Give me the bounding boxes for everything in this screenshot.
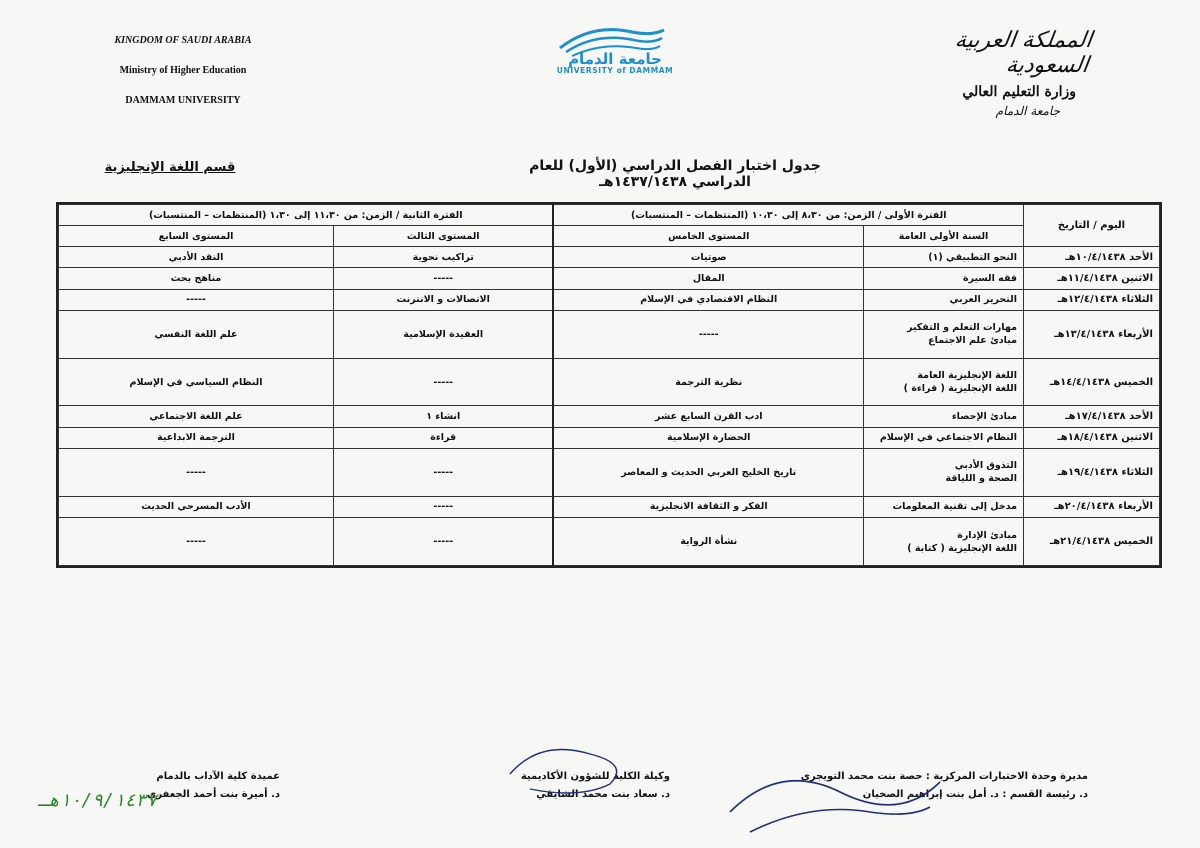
en-university: DAMMAM UNIVERSITY [125,95,241,106]
seventh-level-cell: ----- [59,518,334,566]
seventh-level-cell: علم اللغة الاجتماعي [59,406,334,427]
col-general-header: السنة الأولى العامة [864,226,1024,247]
fifth-level-cell: ----- [553,310,863,358]
third-level-cell: العقيدة الإسلامية [333,310,553,358]
table-row [59,247,1160,268]
period-1-header: الفترة الأولى / الزمن: من ٨،٣٠ إلى ١٠،٣٠ (المنتظمات – المنتسبات) [553,205,1023,226]
seventh-level-cell: مناهج بحث [59,268,334,289]
department-name: قسم اللغة الإنجليزية [104,160,236,175]
day-date-cell: الخميس ٢١/٤/١٤٣٨هـ [1024,518,1160,566]
fifth-level-cell: تاريخ الخليج العربي الحديث و المعاصر [553,449,863,497]
table-row [59,268,1160,289]
arabic-letterhead [920,28,1094,118]
seventh-level-cell: علم اللغة النفسي [59,310,334,358]
general-year-cell: مبادئ الإدارة اللغة الإنجليزية ( كتابة ) [864,518,1024,566]
handwritten-date: ١٠/٩/١٤٣٧هـ [38,790,158,811]
general-year-cell: النظام الاجتماعي في الإسلام [864,427,1024,448]
col-third-header: المستوى الثالث [333,226,553,247]
vice-dean-title: وكيلة الكلية للشؤون الأكاديمية [520,771,670,782]
table-row [59,496,1160,517]
ar-country: المملكة العربية السعودية [953,28,1094,78]
third-level-cell: الاتصالات و الانترنت [333,289,553,310]
day-date-cell: الأربعاء ٢٠/٤/١٤٣٨هـ [1024,496,1160,517]
seventh-level-cell: الترجمة الابداعية [59,427,334,448]
table-row [59,310,1160,358]
department-head: د. رئيسة القسم : د. أمل بنت إبراهيم الصخيان [862,789,1088,800]
en-ministry: Ministry of Higher Education [119,65,247,76]
third-level-cell: قراءة [333,427,553,448]
fifth-level-cell: المقال [553,268,863,289]
day-date-cell: الأحد ١٧/٤/١٤٣٨هـ [1024,406,1160,427]
english-letterhead [88,34,278,124]
fifth-level-cell: ادب القرن السابع عشر [553,406,863,427]
third-level-cell: انشاء ١ [333,406,553,427]
general-year-cell: مبادئ الإحصاء [864,406,1024,427]
period-2-header: الفترة الثانية / الزمن: من ١١،٣٠ إلى ١،٣٠ (المنتظمات – المنتسبات) [59,205,554,226]
ar-ministry: وزارة التعليم العالي [962,84,1076,100]
fifth-level-cell: الفكر و الثقافة الانجليزية [553,496,863,517]
ar-university: جامعة الدمام [995,104,1060,118]
third-level-cell: ----- [333,268,553,289]
third-level-cell: تراكيب نحوية [333,247,553,268]
fifth-level-cell: نظرية الترجمة [553,358,863,406]
table-row [59,358,1160,406]
third-level-cell: ----- [333,449,553,497]
fifth-level-cell: صوتيات [553,247,863,268]
table-row [59,406,1160,427]
dean-title: عميدة كلية الآداب بالدمام [156,771,280,782]
document-title: جدول اختبار الفصل الدراسي (الأول) للعام الدراسي ١٤٣٧/١٤٣٨هـ [529,158,821,190]
signature-scribble-icon [500,734,640,804]
table-row [59,518,1160,566]
day-date-cell: الاثنين ١١/٤/١٤٣٨هـ [1024,268,1160,289]
general-year-cell: فقه السيرة [864,268,1024,289]
day-date-cell: الاثنين ١٨/٤/١٤٣٨هـ [1024,427,1160,448]
logo-english-text: UNIVERSITY of DAMMAM [556,66,674,75]
vice-dean-name: د. سعاد بنت محمد الشايقي [536,789,670,800]
general-year-cell: اللغة الإنجليزية العامة اللغة الإنجليزية ( قراءة ) [864,358,1024,406]
seventh-level-cell: النظام السياسي في الإسلام [59,358,334,406]
third-level-cell: ----- [333,358,553,406]
general-year-cell: مهارات التعلم و التفكير مبادئ علم الاجتماع [864,310,1024,358]
general-year-cell: النحو التطبيقي (١) [864,247,1024,268]
en-country: KINGDOM OF SAUDI ARABIA [114,35,252,46]
exams-unit-director: مديرة وحدة الاختبارات المركزية : حصة بنت محمد التويجري [800,771,1088,782]
table-row [59,427,1160,448]
fifth-level-cell: الحضارة الإسلامية [553,427,863,448]
logo-arabic-text: جامعة الدمام [568,50,662,68]
third-level-cell: ----- [333,496,553,517]
day-date-cell: الثلاثاء ١٢/٤/١٤٣٨هـ [1024,289,1160,310]
day-date-cell: الخميس ١٤/٤/١٤٣٨هـ [1024,358,1160,406]
general-year-cell: التحرير العربي [864,289,1024,310]
seventh-level-cell: النقد الأدبي [59,247,334,268]
day-date-cell: الأحد ١٠/٤/١٤٣٨هـ [1024,247,1160,268]
col-fifth-header: المستوى الخامس [553,226,863,247]
fifth-level-cell: نشأة الرواية [553,518,863,566]
fifth-level-cell: النظام الاقتصادي في الإسلام [553,289,863,310]
general-year-cell: مدخل إلى تقنية المعلومات [864,496,1024,517]
seventh-level-cell: ----- [59,449,334,497]
table-row [59,449,1160,497]
third-level-cell: ----- [333,518,553,566]
signature-scribble-icon [720,752,950,842]
dean-name: د. أميرة بنت أحمد الجعفري [147,789,280,800]
seventh-level-cell: الأدب المسرحي الحديث [59,496,334,517]
general-year-cell: التذوق الأدبي الصحة و اللياقة [864,449,1024,497]
table-row [59,289,1160,310]
day-date-cell: الثلاثاء ١٩/٤/١٤٣٨هـ [1024,449,1160,497]
seventh-level-cell: ----- [59,289,334,310]
day-date-cell: الأربعاء ١٣/٤/١٤٣٨هـ [1024,310,1160,358]
exam-table [56,202,1162,568]
day-date-header: اليوم / التاريخ [1024,205,1160,247]
col-seventh-header: المستوى السابع [59,226,334,247]
